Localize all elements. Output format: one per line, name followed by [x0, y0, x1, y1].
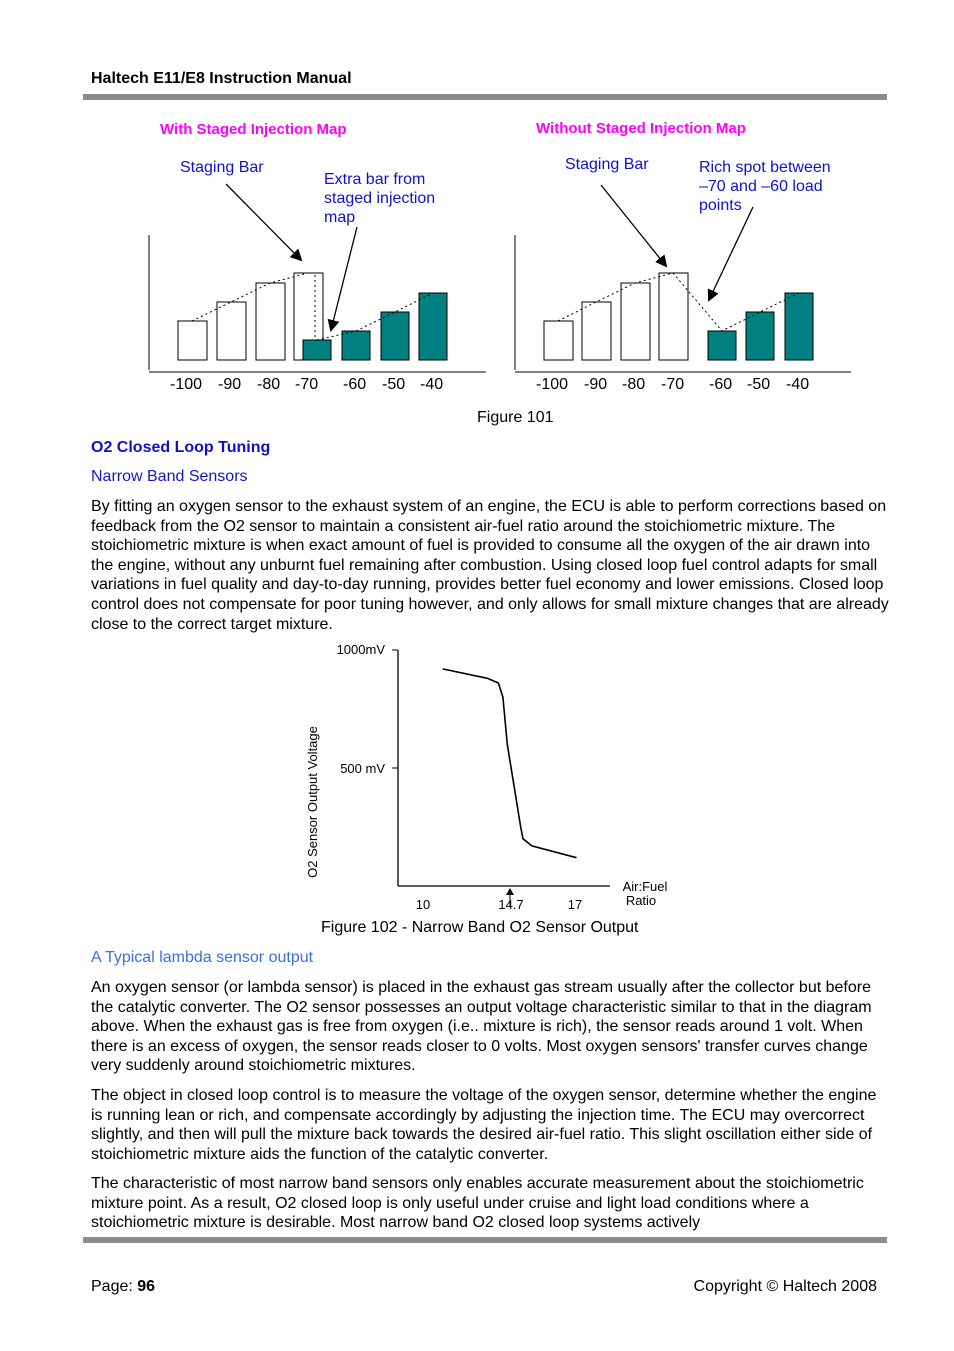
left-x-ticks	[170, 376, 470, 396]
left-bar-40	[419, 293, 447, 360]
left-staging-bar-label: Staging Bar	[180, 159, 264, 176]
tick: -50	[747, 376, 771, 393]
tick: -90	[218, 376, 242, 393]
tick: -100	[170, 376, 203, 393]
section-subheading: Narrow Band Sensors	[91, 468, 248, 485]
left-extra-bar	[303, 340, 331, 360]
y-tick-label-500: 500 mV	[340, 761, 385, 776]
page-number: 96	[137, 1278, 156, 1295]
paragraph-1	[91, 497, 891, 634]
left-extra-arrow	[331, 227, 357, 330]
footer-page	[91, 1278, 155, 1296]
x-axis-label-line-2: Ratio	[625, 893, 657, 908]
right-bar-70	[659, 273, 688, 360]
left-bar-diagram	[149, 184, 486, 372]
extra-label-line: staged injection	[324, 190, 436, 207]
figure-102-caption: Figure 102 - Narrow Band O2 Sensor Output	[321, 919, 639, 936]
right-bar-60	[708, 331, 736, 360]
left-bar-80	[256, 283, 285, 360]
rich-label-line: Rich spot between	[699, 159, 831, 176]
paragraph-text: By fitting an oxygen sensor to the exhaust system of an engine, the ECU is able to perform corrections based on feedback from the O2 sensor to maintain a consistent air-fuel ratio around the stoichiometric mixture. The stoichiometric mixture is when exact amount of fuel is provided to consume all the oxygen of the air drawn into the engine, without any unburnt fuel remaining after combustion. Using closed loop fuel control adapts for small variations in fuel quality and day-to-day running, provides better fuel economy and lower emissions. Closed loop control does not compensate for poor tuning however, and only allows for small mixture changes that are already close to the correct target mixture.	[91, 498, 889, 633]
right-bar-diagram	[515, 185, 851, 372]
x-axis-label-line-1: Air:Fuel	[622, 879, 668, 894]
tick: -70	[661, 376, 685, 393]
right-bar-80	[621, 283, 650, 360]
tick: -60	[343, 376, 367, 393]
o2-output-curve	[443, 669, 577, 858]
left-bar-50	[381, 312, 409, 360]
tick: -40	[786, 376, 810, 393]
lambda-subheading: A Typical lambda sensor output	[91, 949, 314, 966]
stoich-marker-arrow	[506, 888, 514, 895]
tick: -100	[536, 376, 569, 393]
x-tick-label-17: 17	[567, 897, 583, 912]
right-x-ticks	[536, 376, 836, 396]
rich-label-line: points	[699, 197, 742, 214]
right-bar-100	[544, 321, 573, 360]
paragraph-text: An oxygen sensor (or lambda sensor) is placed in the exhaust gas stream usually after the collector but before the catalytic converter. The O2 sensor possesses an output voltage characteristic similar to that in the diagram above. When the exhaust gas is free from oxygen (i.e.. mixture is rich), the sensor reads around 1 volt. When there is an excess of oxygen, the sensor reads closer to 0 volts. Most oxygen sensors' transfer curves change very suddenly around stoichiometric mixtures.	[91, 979, 872, 1075]
right-rich-arrow	[709, 207, 753, 300]
figure-101-caption: Figure 101	[477, 409, 554, 426]
extra-label-line: map	[324, 209, 356, 226]
right-diagram-title: Without Staged Injection Map	[536, 120, 746, 137]
rich-label-line: –70 and –60 load	[699, 178, 823, 195]
right-staging-arrow	[601, 185, 666, 266]
o2-sensor-chart	[290, 640, 690, 918]
tick: -80	[257, 376, 281, 393]
tick: -90	[584, 376, 608, 393]
right-staging-bar-label: Staging Bar	[565, 156, 649, 173]
footer-rule	[83, 1237, 887, 1243]
left-bar-60	[342, 331, 370, 360]
page-label: Page:	[91, 1278, 133, 1295]
paragraph-text: The characteristic of most narrow band sensors only enables accurate measurement about the stoichiometric mixture point. As a result, O2 closed loop is only useful under cruise and light load conditions where a stoichiometric mixture is desirable. Most narrow band O2 closed loop systems actively	[91, 1175, 864, 1232]
y-tick-label-1000: 1000mV	[336, 642, 385, 657]
paragraph-2	[91, 978, 891, 1076]
left-bar-100	[178, 321, 207, 360]
left-diagram-title: With Staged Injection Map	[160, 121, 347, 138]
figure-101-graphics	[0, 0, 954, 420]
section-heading: O2 Closed Loop Tuning	[91, 439, 271, 456]
right-bar-90	[582, 302, 611, 360]
right-bar-40	[785, 293, 813, 360]
tick: -60	[709, 376, 733, 393]
page-header-title: Haltech E11/E8 Instruction Manual	[91, 70, 352, 87]
x-tick-label-14-7: 14.7	[498, 897, 524, 912]
paragraph-4	[91, 1174, 891, 1233]
tick: -50	[382, 376, 406, 393]
footer-copyright: Copyright © Haltech 2008	[693, 1278, 877, 1295]
left-bar-90	[217, 302, 246, 360]
tick: -80	[622, 376, 646, 393]
tick: -40	[420, 376, 444, 393]
left-staging-arrow	[226, 184, 301, 260]
paragraph-text: The object in closed loop control is to measure the voltage of the oxygen sensor, determine whether the engine is running lean or rich, and compensate accordingly by adjusting the injection time. The ECU may overcorrect slightly, and then will pull the mixture back towards the desired air-fuel ratio. This slight oscillation either side of stoichiometric mixture aids the function of the catalytic converter.	[91, 1087, 877, 1163]
extra-label-line: Extra bar from	[324, 171, 426, 188]
right-bar-50	[746, 312, 774, 360]
left-trend-line-a	[192, 273, 308, 321]
y-axis-label: O2 Sensor Output Voltage	[305, 726, 320, 878]
paragraph-3	[91, 1086, 891, 1164]
x-tick-label-10: 10	[415, 897, 431, 912]
tick: -70	[295, 376, 319, 393]
